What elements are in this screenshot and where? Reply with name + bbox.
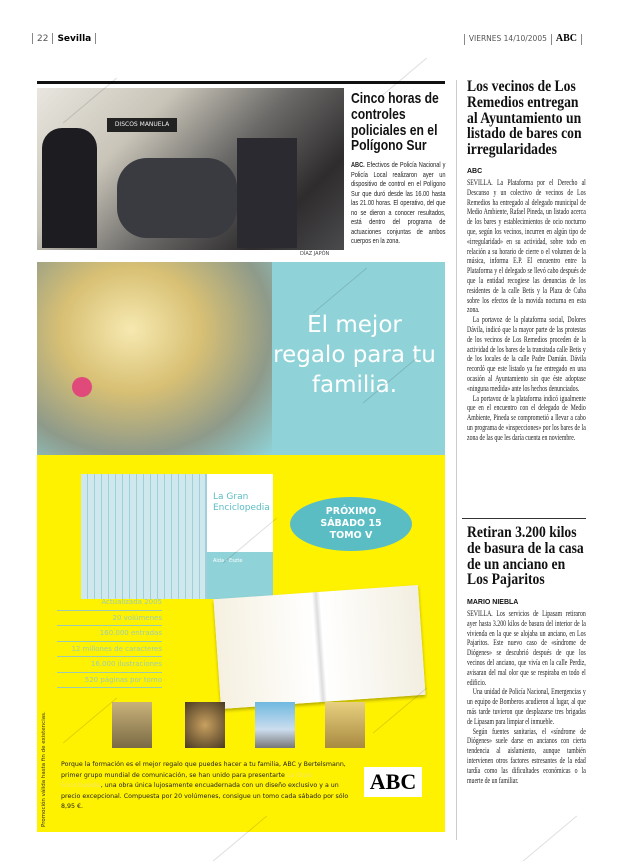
flashlight-icon — [72, 377, 92, 397]
feature-item: 520 páginas por tomo — [57, 673, 162, 689]
abc-logo: ABC — [364, 767, 422, 797]
ad-body-highlight: La Gran Enciclopedia — [61, 771, 312, 789]
child-reading-photo — [37, 262, 272, 455]
ad-body-text: , una obra única lujosamente encuadernada con un diseño exclusivo y a un precio excepcional. Compuesta por 20 volúmenes, consigue un tomo cada sábado por sólo 8,95 €. — [61, 782, 349, 810]
feature-item: 16.000 ilustraciones — [57, 657, 162, 673]
book-cover — [205, 474, 273, 599]
statue-image — [325, 702, 365, 748]
article1-headline: Los vecinos de Los Remedios entregan al Ayuntamiento un listado de bares con irregularidades — [467, 78, 582, 159]
article-separator — [462, 518, 586, 519]
watermark-stroke — [523, 816, 577, 861]
badge-line: SÁBADO 15 — [320, 518, 382, 529]
bridge-image — [255, 702, 295, 748]
article1-byline: ABC — [467, 168, 483, 175]
column-divider — [456, 80, 457, 840]
police-photo — [37, 88, 344, 250]
feature-item: 20 volúmenes — [57, 611, 162, 627]
ad-top-panel — [37, 262, 445, 455]
top-body-text: Efectivos de Policía Nacional y Policía Local realizaron ayer un dispositivo de control en el Polígono Sur que duró desde las 16.00 hasta las 21.00 horas. El operativo, del que no se dieron a conocer resultados, está dentro del programa de actuaciones conjuntas de ambos cuerpos en la zona. — [351, 160, 446, 245]
owl-image — [185, 702, 225, 748]
section-name: Sevilla — [57, 34, 92, 44]
motorcycles — [117, 158, 237, 238]
ad-body — [61, 760, 351, 813]
feature-item: 160.000 entradas — [57, 626, 162, 642]
article1-body — [467, 178, 586, 443]
ad-slogan: El mejor regalo para tu familia. — [273, 312, 436, 398]
open-book — [213, 585, 425, 709]
book-subtitle: Aida - Eszte — [207, 552, 273, 599]
top-byline: ABC. — [351, 160, 365, 169]
photo-credit: DÍAZ JAPÓN — [300, 251, 330, 257]
page-header-left — [28, 33, 100, 44]
top-body — [351, 160, 446, 246]
article2-headline: Retiran 3.200 kilos de basura de la casa de un anciano en Los Pajaritos — [467, 524, 584, 589]
top-rule — [37, 81, 445, 84]
article2-paragraph: SEVILLA. Los servicios de Lipasam retiraron ayer hasta 3.200 kilos de basura del interior de la vivienda en la que se alojaba un anciano, en Los Pajaritos. Este nuevo caso de «síndrome de Diógenes» se descubrió después de que los vecinos del anciano, que vivía en la calle Perdiz, avisaran del mal olor que se respiraba en todo el edificio. — [467, 609, 586, 687]
brand-name: ABC — [555, 33, 577, 44]
book-title: La Gran Enciclopedia — [213, 492, 270, 513]
top-headline: Cinco horas de controles policiales en el Polígono Sur — [351, 90, 439, 155]
issue-date: VIERNES 14/10/2005 — [468, 34, 547, 43]
ad-disclaimer: Promoción válida hasta fin de existencias. — [41, 711, 47, 827]
feature-item: Actualizada 2005 — [57, 595, 162, 611]
article1-paragraph: SEVILLA. La Plataforma por el Derecho al Descanso y un colectivo de vecinos de Los Remedios ha entregado al delegado municipal de Medio Ambiente, Rafael Pineda, un listado acerca de los bares y establecimientos de ocio nocturno que, según los vecinos, incurren en algún tipo de «irregularidad» en su actividad, sobre todo en relación a su horario de cierre o el volumen de la música, informa E.P. El encuentro entre la Plataforma y el delegado se llevó cabo después de que la entidad recogiese las denuncias de los residentes de la calle Betis y la Plaza de Cuba sobre los efectos de la movida nocturna en esta zona. — [467, 178, 586, 315]
features-list — [57, 595, 162, 688]
article2-byline: MARIO NIEBLA — [467, 599, 519, 606]
article2-body — [467, 609, 586, 785]
next-issue-badge — [290, 497, 412, 551]
article2-paragraph: Una unidad de Policía Nacional, Emergencias y un equipo de Bomberos acudieron al lugar, al que más tarde tuvieron que desplazarse tres brigadas de Lipasam para limpiar el inmueble. — [467, 687, 586, 726]
ad-body-text: Porque la formación es el mejor regalo que puedes hacer a tu familia, ABC y Bertelsmann, primer grupo mundial de comunicación, se han unido para presentarte — [61, 761, 346, 779]
cathedral-image — [112, 702, 152, 748]
badge-line: TOMO V — [329, 530, 373, 541]
officer-figure — [42, 128, 97, 248]
officers-group — [237, 138, 297, 248]
feature-item: 12 millones de caracteres — [57, 642, 162, 658]
article1-paragraph: La portavoz de la plataforma social, Dolores Dávila, indicó que la mayor parte de las protestas de los vecinos de Los Remedios proceden de la actividad de los bares de la transitada calle Betis y de los locales de la calle Padre Damián. Dávila recordó que este listado ya fue entregado en una ocasión al Ayuntamiento sin que éste adoptase «ninguna medida» ante los hechos denunciados. — [467, 315, 586, 393]
article2-paragraph: Según fuentes sanitarias, el «síndrome de Diógenes» suele darse en ancianos con cierta tendencia al aislamiento, aunque también intervienen otros factores estresantes de la edad tardía como las dificultades económicas o la muerte de un familiar. — [467, 726, 586, 785]
encyclopedia-ad[interactable] — [37, 262, 445, 832]
page-number: 22 — [37, 34, 49, 44]
article1-paragraph: La portavoz de la plataforma indicó igualmente que en el encuentro con el delegado de Medio Ambiente, Pineda se comprometió a llevar a cabo un programa de «inspecciones» por los bares de la zona de las que les daría cuenta en noviembre. — [467, 393, 586, 442]
book-spines — [81, 474, 207, 599]
page-header-right — [460, 33, 586, 45]
shop-sign: DISCOS MANUELA — [107, 118, 177, 132]
badge-line: PRÓXIMO — [325, 506, 377, 517]
